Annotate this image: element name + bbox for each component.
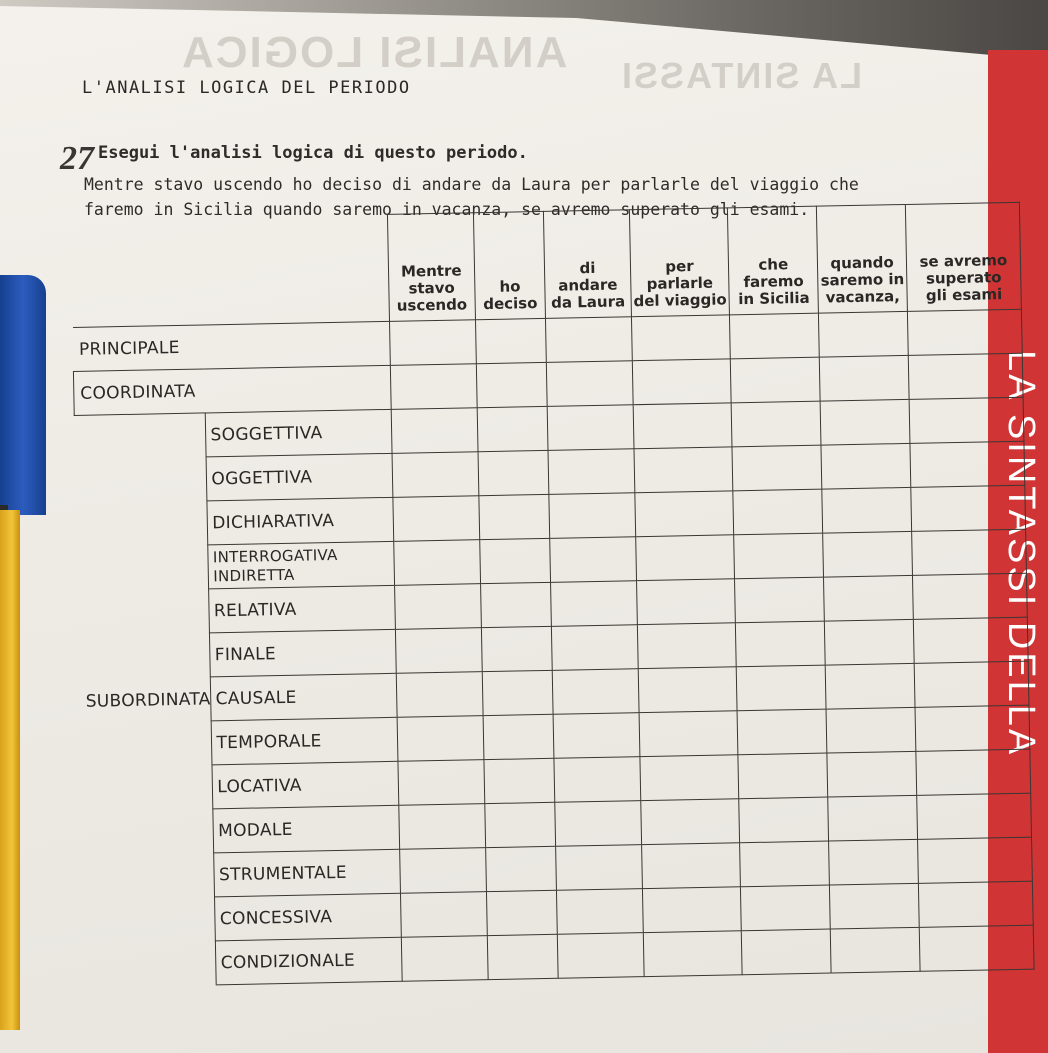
answer-cell[interactable] [477,406,548,451]
row-label: RELATIVA [209,585,395,633]
answer-cell[interactable] [397,716,484,762]
answer-cell[interactable] [395,628,482,674]
answer-cell[interactable] [918,881,1033,927]
answer-cell[interactable] [829,839,918,885]
row-label: DICHIARATIVA [207,497,393,545]
answer-cell[interactable] [392,496,479,542]
answer-cell[interactable] [487,934,558,979]
answer-cell[interactable] [635,535,734,581]
row-label: MODALE [213,805,399,853]
answer-cell[interactable] [634,447,733,493]
answer-cell[interactable] [741,885,831,931]
answer-cell[interactable] [826,707,915,753]
answer-cell[interactable] [825,619,914,665]
column-header [473,211,545,319]
answer-cell[interactable] [731,357,821,403]
column-header [817,204,908,313]
answer-cell[interactable] [828,795,917,841]
row-label: CONDIZIONALE [216,937,402,985]
column-header-line: di [579,258,596,278]
answer-cell[interactable] [633,403,732,449]
answer-cell[interactable] [554,757,640,803]
answer-cell[interactable] [401,936,488,982]
answer-cell[interactable] [912,529,1027,575]
answer-cell[interactable] [917,837,1032,883]
answer-cell[interactable] [548,449,634,495]
column-header-line: del viaggio [633,290,727,311]
answer-cell[interactable] [482,670,553,715]
column-header-line: andare [558,275,618,295]
row-label: INTERROGATIVA INDIRETTA [208,541,394,589]
row-label: FINALE [210,629,396,677]
answer-cell[interactable] [397,760,484,806]
row-label: LOCATIVA [212,761,398,809]
pencil-blue [0,275,46,515]
row-label: OGGETTIVA [206,453,392,501]
answer-cell[interactable] [913,617,1028,663]
answer-cell[interactable] [546,317,632,363]
answer-cell[interactable] [827,751,916,797]
answer-cell[interactable] [485,802,556,847]
answer-cell[interactable] [478,450,549,495]
answer-cell[interactable] [556,845,642,891]
answer-cell[interactable] [634,491,733,537]
answer-cell[interactable] [820,355,909,401]
answer-cell[interactable] [631,315,730,361]
column-header [728,206,819,315]
answer-cell[interactable] [740,841,830,887]
answer-cell[interactable] [638,667,737,713]
row-label: PRINCIPALE [73,321,390,371]
column-header-line: parlarle [646,273,714,293]
answer-cell[interactable] [730,313,820,359]
answer-cell[interactable] [396,672,483,718]
column-header-line: superato [925,268,1002,288]
row-label: COORDINATA [73,365,390,415]
answer-cell[interactable] [393,540,480,586]
answer-cell[interactable] [910,441,1025,487]
subordinata-label [74,413,216,987]
column-header-line: quando [830,253,894,273]
answer-cell[interactable] [831,927,920,973]
answer-cell[interactable] [481,582,552,627]
answer-cell[interactable] [481,626,552,671]
answer-cell[interactable] [641,843,740,889]
answer-cell[interactable] [484,758,555,803]
answer-cell[interactable] [742,929,832,975]
answer-cell[interactable] [483,714,554,759]
column-header-line: che [758,255,789,274]
answer-cell[interactable] [398,804,485,850]
answer-cell[interactable] [558,933,644,979]
page-header: L'ANALISI LOGICA DEL PERIODO [82,78,411,98]
answer-cell[interactable] [475,318,546,363]
subordinata-text: SUBORDINATA [85,689,211,712]
answer-cell[interactable] [731,401,821,447]
answer-cell[interactable] [733,489,823,535]
answer-cell[interactable] [640,755,739,801]
answer-cell[interactable] [734,533,824,579]
answer-cell[interactable] [915,705,1030,751]
side-band-label: LA SINTASSI DELLA [1000,350,1042,758]
column-header-line: faremo [743,271,804,292]
answer-cell[interactable] [557,889,643,935]
column-header [905,202,1021,311]
answer-cell[interactable] [479,494,550,539]
answer-cell[interactable] [632,359,731,405]
corner-cell [71,214,390,327]
sentence-line: faremo in Sicilia quando saremo in vacanza, se avremo superato gli esami. [84,200,810,219]
bleed-through-text: LA SINTASSI [620,55,863,96]
answer-cell[interactable] [735,577,825,623]
row-label: CAUSALE [211,673,397,721]
answer-cell[interactable] [736,621,826,667]
header-row [71,202,1022,327]
answer-cell[interactable] [912,573,1027,619]
column-header-line: deciso [483,294,538,314]
column-header-line: gli esami [925,285,1003,305]
answer-cell[interactable] [639,711,738,757]
row-label: SOGGETTIVA [206,409,392,457]
answer-cell[interactable] [555,801,641,847]
answer-cell[interactable] [824,575,913,621]
answer-cell[interactable] [739,797,829,843]
answer-cell[interactable] [394,584,481,630]
answer-cell[interactable] [547,361,633,407]
row-label: TEMPORALE [212,717,398,765]
sentence-line: Mentre stavo uscendo ho deciso di andare da Laura per parlarle del viaggio che [84,175,859,194]
answer-cell[interactable] [907,309,1022,355]
answer-cell[interactable] [642,887,741,933]
answer-cell[interactable] [738,753,828,799]
answer-cell[interactable] [821,443,910,489]
answer-cell[interactable] [637,623,736,669]
answer-cell[interactable] [550,537,636,583]
exercise-title: Esegui l'analisi logica di questo periodo. [98,143,528,163]
answer-cell[interactable] [552,625,638,671]
answer-cell[interactable] [476,362,547,407]
answer-cell[interactable] [549,493,635,539]
answer-cell[interactable] [391,408,478,454]
answer-cell[interactable] [399,848,486,894]
answer-cell[interactable] [914,661,1029,707]
answer-cell[interactable] [390,364,477,410]
column-header [387,213,475,322]
column-header-line: da Laura [551,292,626,312]
column-header-line: per [665,257,694,276]
answer-cell[interactable] [553,669,639,715]
bleed-through-text: ANALISI LOGICA [180,28,568,77]
analysis-table-wrap [70,202,1035,1010]
answer-cell[interactable] [392,452,479,498]
column-header [629,208,730,317]
answer-cell[interactable] [551,581,637,627]
answer-cell[interactable] [480,538,551,583]
answer-cell[interactable] [909,397,1024,443]
column-header-line: ho [499,277,521,296]
answer-cell[interactable] [737,709,827,755]
answer-cell[interactable] [737,665,827,711]
answer-cell[interactable] [911,485,1026,531]
answer-cell[interactable] [917,793,1032,839]
answer-cell[interactable] [636,579,735,625]
answer-cell[interactable] [553,713,639,759]
column-header-line: uscendo [396,295,468,315]
exercise-number: 27 [60,140,94,177]
answer-cell[interactable] [826,663,915,709]
column-header-line: vacanza, [825,287,900,307]
answer-cell[interactable] [643,931,742,977]
answer-cell[interactable] [916,749,1031,795]
answer-cell[interactable] [486,890,557,935]
column-header-line: Mentre [400,261,462,281]
column-header-line: se avremo [919,251,1008,271]
pencil-yellow [0,510,20,1030]
answer-cell[interactable] [919,925,1034,971]
row-label: CONCESSIVA [215,893,401,941]
answer-cell[interactable] [400,892,487,938]
answer-cell[interactable] [830,883,919,929]
column-header-line: stavo [408,278,455,298]
analysis-table [70,202,1035,988]
row-label: STRUMENTALE [214,849,400,897]
answer-cell[interactable] [823,531,912,577]
answer-cell[interactable] [908,353,1023,399]
answer-cell[interactable] [819,311,908,357]
column-header-line: saremo in [820,269,905,290]
column-header-line: in Sicilia [738,288,810,309]
answer-cell[interactable] [486,846,557,891]
answer-cell[interactable] [822,487,911,533]
answer-cell[interactable] [732,445,822,491]
answer-cell[interactable] [640,799,739,845]
answer-cell[interactable] [820,399,909,445]
answer-cell[interactable] [389,320,476,366]
column-header [544,210,631,319]
answer-cell[interactable] [547,405,633,451]
